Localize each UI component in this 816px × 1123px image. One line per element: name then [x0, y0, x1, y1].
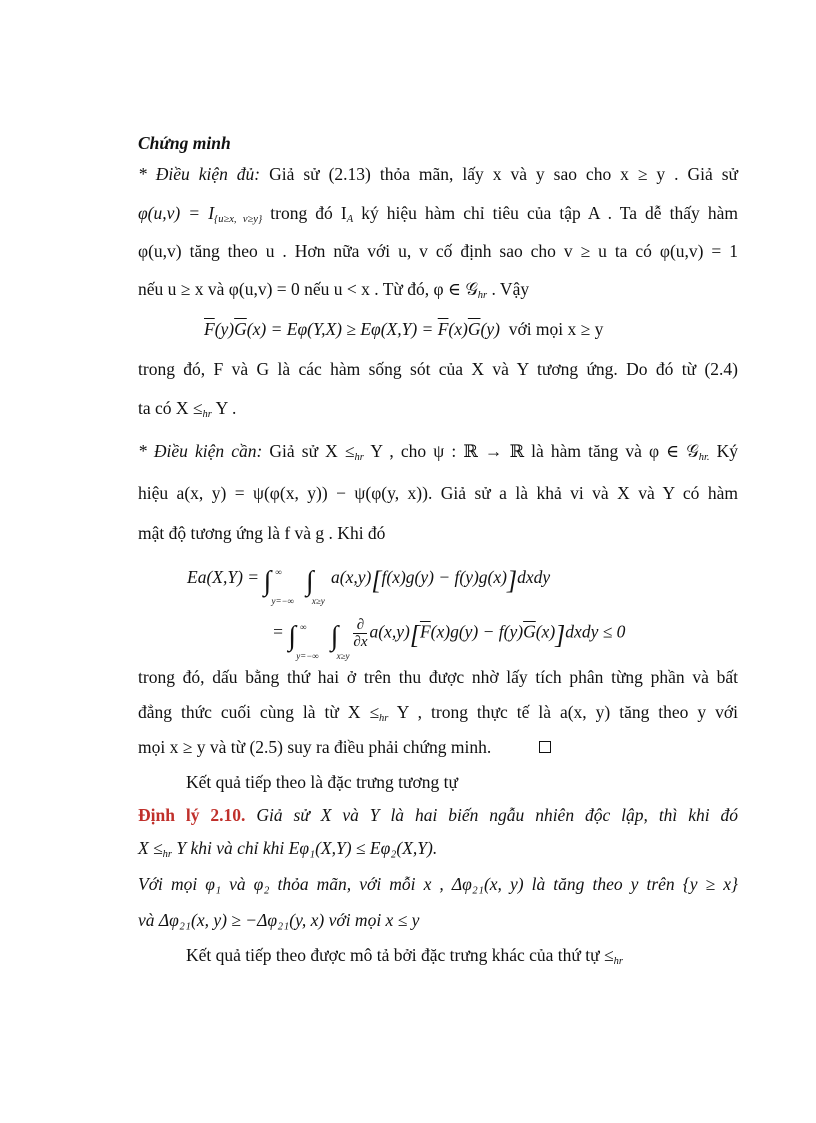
necessary-line-2: hiệu a(x, y) = ψ(φ(x, y)) − ψ(φ(y, x)). Giả sử a là khả vi và X và Y có hàm [138, 483, 738, 503]
necessary-line-3: mật độ tương ứng là f và g . Khi đó [138, 523, 386, 543]
theorem-line-4: và Δφ₂₁(x, y) ≥ −Δφ₂₁(y, x) với mọi x ≤ y [138, 910, 420, 930]
sufficient-line-4: nếu u ≥ x và φ(u,v) = 0 nếu u < x . Từ đó, φ ∈ 𝒢$_{hr}$ . Vậy [138, 279, 530, 301]
proof-heading: Chứng minh [138, 133, 231, 153]
sufficient-line-3: φ(u,v) tăng theo u . Hơn nữa với u, v cố định sao cho v ≥ u ta có φ(u,v) = 1 [138, 241, 738, 261]
necessary-line-8: đẳng thức cuối cùng là từ $X \le_{hr}$ Y , trong thực tế là a(x, y) tăng theo y với [138, 702, 738, 724]
phi-indicator-formula: $\varphi(u,v) = I_{\{u\ge x, v\ge y\}}$ [138, 203, 263, 225]
sufficient-line-2 [138, 202, 738, 224]
sufficient-line-1 [138, 163, 738, 185]
theorem-line-2: $X \le_{hr}$ Y khi và chỉ khi Eφ₁(X,Y) ≤ Eφ₂(X,Y). [138, 838, 438, 860]
survival-eq-tail: với mọi x ≥ y [508, 319, 604, 339]
next-result-1: Kết quả tiếp theo là đặc trưng tương tự [186, 772, 458, 792]
qed-box-icon [539, 741, 551, 753]
sufficient-text-1: Giả sử (2.13) thỏa mãn, lấy x và y sao cho x ≥ y . Giả sử [269, 164, 739, 184]
necessary-line-9: mọi x ≥ y và từ (2.5) suy ra điều phải chứng minh. [138, 736, 551, 758]
theorem-line-3: Với mọi φ₁ và φ₂ thỏa mãn, với mỗi x , Δφ₂₁(x, y) là tăng theo y trên {y ≥ x} [138, 874, 738, 894]
integral-equation-1: Ea(X,Y) = ∫ ∞ y=−∞ ∫ x≥y a(x,y)[f(x)g(y) − f(y)g(x)]dxdy [187, 566, 551, 606]
survival-inequality [204, 318, 603, 340]
necessary-line-1: * Điều kiện cần: Giả sử $X \le_{hr}$ Y , cho ψ : ℝ → ℝ là hàm tăng và φ ∈ 𝒢$_{hr.}$ Ký [138, 441, 739, 463]
sufficient-text-2: trong đó $I_A$ ký hiệu hàm chỉ tiêu của tập A . Ta dễ thấy hàm [270, 203, 738, 225]
sufficient-line-6: ta có $X \le_{hr}$ Y . [138, 398, 237, 420]
sufficient-line-5: trong đó, F và G là các hàm sống sót của X và Y tương ứng. Do đó từ (2.4) [138, 359, 738, 379]
survival-equation: $\overline{F}(y)\overline{G}(x) = E\varphi(Y,X) \ge E\varphi(X,Y) = \overline{F}(x)\overline{G}(y)$ [204, 319, 505, 339]
theorem-label: Định lý 2.10. [138, 805, 246, 825]
necessary-label: * Điều kiện cần: [138, 441, 263, 461]
next-result-2: Kết quả tiếp theo được mô tả bởi đặc trưng khác của thứ tự $\le_{hr}$ [186, 945, 623, 967]
integral-equation-2: = ∫ ∞ y=−∞ ∫ x≥y $\frac{\partial}{\partial x} a(x,y)[\overline{F}(x)g(y)$ − $f(y)\overline{G}(x)]dxdy \le 0$ [272, 617, 626, 661]
necessary-line-7: trong đó, dấu bằng thứ hai ở trên thu được nhờ lấy tích phân từng phần và bất [138, 667, 738, 687]
theorem-line-1: Định lý 2.10. Giả sử X và Y là hai biến ngẫu nhiên độc lập, thì khi đó [138, 805, 739, 825]
sufficient-label: * Điều kiện đủ: [138, 164, 261, 184]
